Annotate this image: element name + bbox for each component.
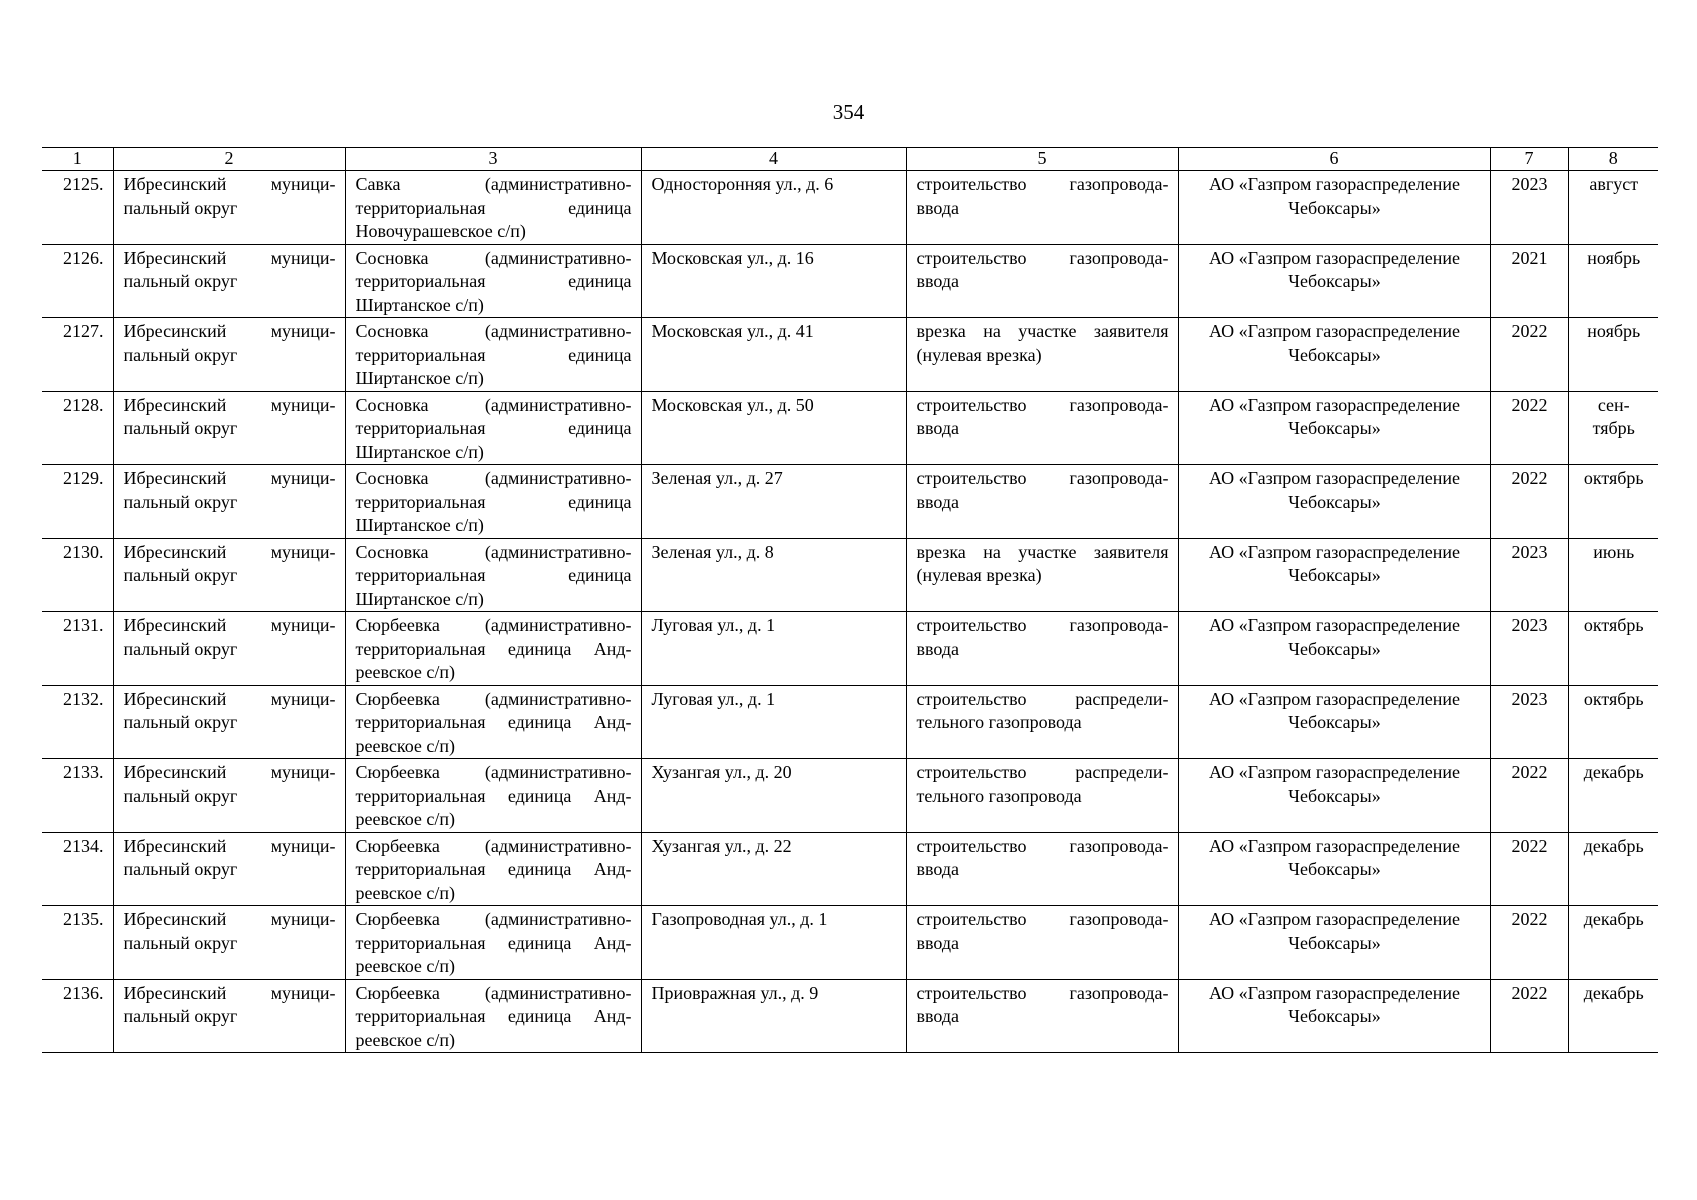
- month-cell: август: [1568, 171, 1658, 245]
- address-cell: Московская ул., д. 16: [641, 244, 906, 318]
- month-cell: декабрь: [1568, 906, 1658, 980]
- address-cell: Луговая ул., д. 1: [641, 612, 906, 686]
- table-row: [42, 318, 1658, 392]
- work-type-cell: строительство газопровода-ввода: [906, 906, 1178, 980]
- address-cell: Односторонняя ул., д. 6: [641, 171, 906, 245]
- year-cell: 2023: [1490, 685, 1568, 759]
- column-header: 5: [906, 148, 1178, 171]
- district-cell: Ибресинский муници-пальный округ: [113, 979, 345, 1053]
- table-row: [42, 612, 1658, 686]
- month-cell: октябрь: [1568, 612, 1658, 686]
- settlement-cell: Сосновка (административно-территориальная единица Ширтанское с/п): [345, 318, 641, 392]
- row-number: 2131.: [42, 612, 113, 686]
- district-cell: Ибресинский муници-пальный округ: [113, 465, 345, 539]
- address-cell: Московская ул., д. 41: [641, 318, 906, 392]
- year-cell: 2023: [1490, 171, 1568, 245]
- table-row: [42, 685, 1658, 759]
- organization-cell: АО «Газпром газораспределение Чебоксары»: [1178, 171, 1490, 245]
- table-row: [42, 759, 1658, 833]
- settlement-cell: Сюрбеевка (административно-территориальная единица Анд-реевское с/п): [345, 759, 641, 833]
- address-cell: Зеленая ул., д. 27: [641, 465, 906, 539]
- table-row: [42, 171, 1658, 245]
- year-cell: 2022: [1490, 979, 1568, 1053]
- settlement-cell: Сосновка (административно-территориальная единица Ширтанское с/п): [345, 538, 641, 612]
- row-number: 2135.: [42, 906, 113, 980]
- organization-cell: АО «Газпром газораспределение Чебоксары»: [1178, 612, 1490, 686]
- year-cell: 2023: [1490, 612, 1568, 686]
- month-cell: сен-тябрь: [1568, 391, 1658, 465]
- column-header: 4: [641, 148, 906, 171]
- year-cell: 2022: [1490, 318, 1568, 392]
- page-number: 354: [832, 100, 865, 124]
- year-cell: 2021: [1490, 244, 1568, 318]
- work-type-cell: строительство газопровода-ввода: [906, 244, 1178, 318]
- organization-cell: АО «Газпром газораспределение Чебоксары»: [1178, 759, 1490, 833]
- row-number: 2130.: [42, 538, 113, 612]
- address-cell: Московская ул., д. 50: [641, 391, 906, 465]
- table-row: [42, 906, 1658, 980]
- row-number: 2129.: [42, 465, 113, 539]
- column-header: 2: [113, 148, 345, 171]
- month-cell: октябрь: [1568, 685, 1658, 759]
- column-header: 1: [42, 148, 113, 171]
- settlement-cell: Сюрбеевка (административно-территориальная единица Анд-реевское с/п): [345, 906, 641, 980]
- row-number: 2136.: [42, 979, 113, 1053]
- table-body: [42, 171, 1658, 1053]
- work-type-cell: строительство распредели-тельного газопровода: [906, 685, 1178, 759]
- address-cell: Луговая ул., д. 1: [641, 685, 906, 759]
- district-cell: Ибресинский муници-пальный округ: [113, 538, 345, 612]
- district-cell: Ибресинский муници-пальный округ: [113, 906, 345, 980]
- column-header: 7: [1490, 148, 1568, 171]
- row-number: 2126.: [42, 244, 113, 318]
- year-cell: 2022: [1490, 465, 1568, 539]
- organization-cell: АО «Газпром газораспределение Чебоксары»: [1178, 832, 1490, 906]
- organization-cell: АО «Газпром газораспределение Чебоксары»: [1178, 244, 1490, 318]
- year-cell: 2022: [1490, 906, 1568, 980]
- table-row: [42, 244, 1658, 318]
- organization-cell: АО «Газпром газораспределение Чебоксары»: [1178, 538, 1490, 612]
- year-cell: 2023: [1490, 538, 1568, 612]
- organization-cell: АО «Газпром газораспределение Чебоксары»: [1178, 979, 1490, 1053]
- district-cell: Ибресинский муници-пальный округ: [113, 685, 345, 759]
- organization-cell: АО «Газпром газораспределение Чебоксары»: [1178, 685, 1490, 759]
- work-type-cell: врезка на участке заявителя (нулевая врезка): [906, 318, 1178, 392]
- settlement-cell: Сосновка (административно-территориальная единица Ширтанское с/п): [345, 244, 641, 318]
- organization-cell: АО «Газпром газораспределение Чебоксары»: [1178, 465, 1490, 539]
- year-cell: 2022: [1490, 759, 1568, 833]
- column-header: 8: [1568, 148, 1658, 171]
- work-type-cell: строительство газопровода-ввода: [906, 979, 1178, 1053]
- settlement-cell: Сюрбеевка (административно-территориальная единица Анд-реевское с/п): [345, 979, 641, 1053]
- row-number: 2132.: [42, 685, 113, 759]
- month-cell: ноябрь: [1568, 318, 1658, 392]
- month-cell: июнь: [1568, 538, 1658, 612]
- district-cell: Ибресинский муници-пальный округ: [113, 318, 345, 392]
- organization-cell: АО «Газпром газораспределение Чебоксары»: [1178, 318, 1490, 392]
- table-row: [42, 391, 1658, 465]
- month-cell: ноябрь: [1568, 244, 1658, 318]
- table-row: [42, 538, 1658, 612]
- row-number: 2128.: [42, 391, 113, 465]
- work-type-cell: строительство газопровода-ввода: [906, 171, 1178, 245]
- address-cell: Хузангая ул., д. 20: [641, 759, 906, 833]
- month-cell: декабрь: [1568, 979, 1658, 1053]
- work-type-cell: строительство газопровода-ввода: [906, 612, 1178, 686]
- district-cell: Ибресинский муници-пальный округ: [113, 171, 345, 245]
- settlement-cell: Сюрбеевка (административно-территориальная единица Анд-реевское с/п): [345, 612, 641, 686]
- column-number-header-row: [42, 148, 1658, 171]
- settlement-cell: Сюрбеевка (административно-территориальная единица Анд-реевское с/п): [345, 832, 641, 906]
- table-row: [42, 465, 1658, 539]
- year-cell: 2022: [1490, 391, 1568, 465]
- settlement-cell: Сосновка (административно-территориальная единица Ширтанское с/п): [345, 465, 641, 539]
- work-type-cell: строительство газопровода-ввода: [906, 832, 1178, 906]
- district-cell: Ибресинский муници-пальный округ: [113, 244, 345, 318]
- year-cell: 2022: [1490, 832, 1568, 906]
- row-number: 2134.: [42, 832, 113, 906]
- address-cell: Хузангая ул., д. 22: [641, 832, 906, 906]
- row-number: 2127.: [42, 318, 113, 392]
- gasification-table: [42, 147, 1658, 1053]
- address-cell: Зеленая ул., д. 8: [641, 538, 906, 612]
- district-cell: Ибресинский муници-пальный округ: [113, 612, 345, 686]
- settlement-cell: Сюрбеевка (административно-территориальная единица Анд-реевское с/п): [345, 685, 641, 759]
- district-cell: Ибресинский муници-пальный округ: [113, 759, 345, 833]
- table-row: [42, 832, 1658, 906]
- district-cell: Ибресинский муници-пальный округ: [113, 391, 345, 465]
- address-cell: Газопроводная ул., д. 1: [641, 906, 906, 980]
- district-cell: Ибресинский муници-пальный округ: [113, 832, 345, 906]
- work-type-cell: строительство газопровода-ввода: [906, 465, 1178, 539]
- row-number: 2133.: [42, 759, 113, 833]
- table-row: [42, 979, 1658, 1053]
- work-type-cell: строительство газопровода-ввода: [906, 391, 1178, 465]
- organization-cell: АО «Газпром газораспределение Чебоксары»: [1178, 391, 1490, 465]
- column-header: 3: [345, 148, 641, 171]
- address-cell: Приовражная ул., д. 9: [641, 979, 906, 1053]
- month-cell: декабрь: [1568, 832, 1658, 906]
- settlement-cell: Савка (административно-территориальная единица Новочурашевское с/п): [345, 171, 641, 245]
- row-number: 2125.: [42, 171, 113, 245]
- settlement-cell: Сосновка (административно-территориальная единица Ширтанское с/п): [345, 391, 641, 465]
- organization-cell: АО «Газпром газораспределение Чебоксары»: [1178, 906, 1490, 980]
- work-type-cell: врезка на участке заявителя (нулевая врезка): [906, 538, 1178, 612]
- work-type-cell: строительство распредели-тельного газопровода: [906, 759, 1178, 833]
- month-cell: октябрь: [1568, 465, 1658, 539]
- column-header: 6: [1178, 148, 1490, 171]
- month-cell: декабрь: [1568, 759, 1658, 833]
